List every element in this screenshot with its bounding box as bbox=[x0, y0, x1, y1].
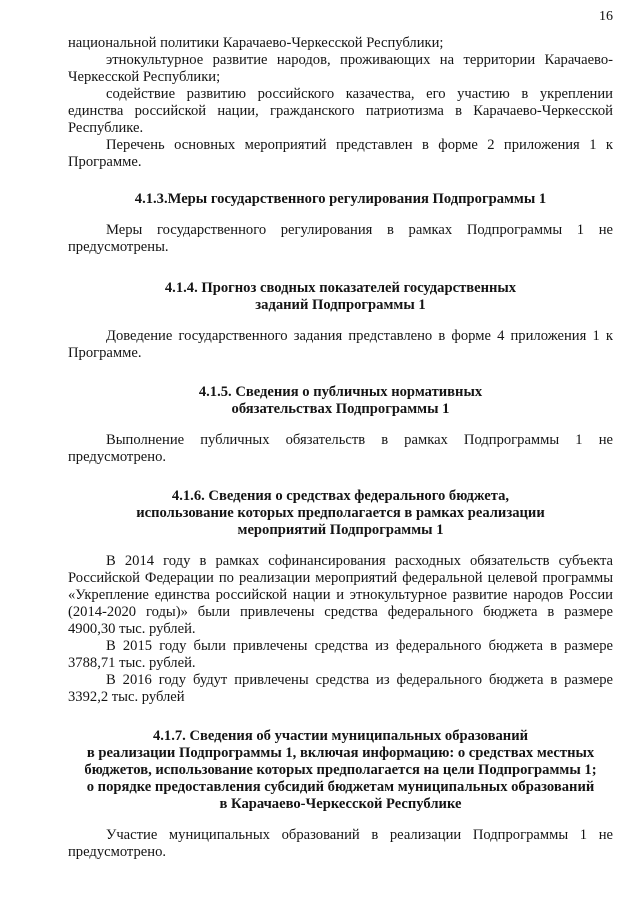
section-4-1-7-heading bbox=[68, 728, 613, 813]
heading-line: обязательствах Подпрограммы 1 bbox=[231, 401, 450, 417]
heading-line: в Карачаево-Черкесской Республике bbox=[219, 796, 462, 812]
section-4-1-5-text: Выполнение публичных обязательств в рамках Подпрограммы 1 не предусмотрено. bbox=[68, 432, 613, 465]
heading-line: бюджетов, использование которых предполагается на цели Подпрограммы 1; bbox=[84, 762, 597, 778]
section-4-1-6-heading bbox=[68, 488, 613, 539]
page-number: 16 bbox=[599, 9, 613, 24]
heading-line: мероприятий Подпрограммы 1 bbox=[237, 522, 444, 538]
section-4-1-4-text: Доведение государственного задания представлено в форме 4 приложения 1 к Программе. bbox=[68, 328, 613, 361]
heading-line: в реализации Подпрограммы 1, включая информацию: о средствах местных bbox=[86, 745, 595, 761]
section-4-1-7-text: Участие муниципальных образований в реализации Подпрограммы 1 не предусмотрено. bbox=[68, 827, 613, 860]
section-4-1-6-paragraph-2015: В 2015 году были привлечены средства из федерального бюджета в размере 3788,71 тыс. рублей. bbox=[68, 638, 613, 671]
intro-paragraph-cossacks: содействие развитию российского казачества, его участию в укреплении единства российской нации, гражданского патриотизма в Карачаево-Черкесской Республике. bbox=[68, 86, 613, 136]
heading-line: о порядке предоставления субсидий бюджетам муниципальных образований bbox=[86, 779, 595, 795]
intro-paragraph-ethnocultural: этнокультурное развитие народов, проживающих на территории Карачаево-Черкесской Республики; bbox=[68, 52, 613, 85]
section-4-1-5-heading bbox=[68, 384, 613, 418]
heading-line: 4.1.5. Сведения о публичных нормативных bbox=[198, 384, 483, 400]
intro-line: национальной политики Карачаево-Черкесской Республики; bbox=[68, 35, 444, 51]
intro-paragraph-activities-list: Перечень основных мероприятий представлен в форме 2 приложения 1 к Программе. bbox=[68, 137, 613, 170]
heading-line: 4.1.6. Сведения о средствах федерального бюджета, bbox=[171, 488, 510, 504]
heading-line: 4.1.4. Прогноз сводных показателей государственных bbox=[164, 280, 517, 296]
section-4-1-3-text: Меры государственного регулирования в рамках Подпрограммы 1 не предусмотрены. bbox=[68, 222, 613, 255]
section-4-1-4-heading bbox=[68, 280, 613, 314]
section-4-1-6-paragraph-2014: В 2014 году в рамках софинансирования расходных обязательств субъекта Российской Федерации по реализации мероприятий федеральной целевой программы «Укрепление единства российской нации и этнокультурное развитие народов России (2014-2020 годы)» были привлечены средства федерального бюджета в размере 4900,30 тыс. рублей. bbox=[68, 553, 613, 637]
section-4-1-3-heading: 4.1.3.Меры государственного регулирования Подпрограммы 1 bbox=[134, 191, 547, 207]
heading-line: использование которых предполагается в рамках реализации bbox=[136, 505, 545, 521]
document-body bbox=[68, 35, 613, 861]
heading-line: 4.1.7. Сведения об участии муниципальных образований bbox=[152, 728, 529, 744]
section-4-1-6-paragraph-2016: В 2016 году будут привлечены средства из федерального бюджета в размере 3392,2 тыс. рублей bbox=[68, 672, 613, 705]
heading-line: заданий Подпрограммы 1 bbox=[255, 297, 426, 313]
